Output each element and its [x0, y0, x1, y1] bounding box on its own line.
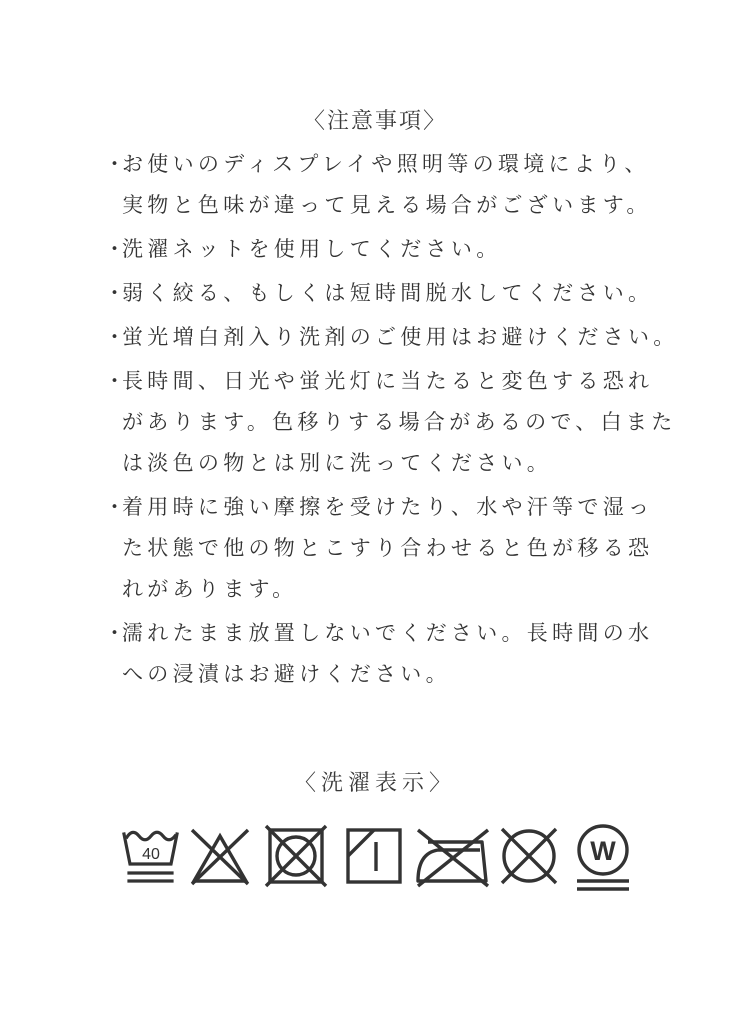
wash-40-gentle-icon — [120, 824, 182, 888]
caution-line: 着用時に強い摩擦を受けたり、水や汗等で湿っ — [122, 495, 654, 519]
caution-item — [104, 613, 664, 695]
bullet: ・ — [104, 369, 125, 393]
caution-item — [104, 144, 664, 226]
caution-list — [104, 144, 679, 695]
caution-item — [104, 317, 679, 358]
bullet: ・ — [104, 152, 125, 176]
caution-line: への浸漬はお避けください。 — [122, 662, 451, 686]
caution-item — [104, 273, 664, 314]
caution-line: は淡色の物とは別に洗ってください。 — [122, 451, 553, 475]
no-dry-clean-icon — [496, 824, 562, 888]
caution-item — [104, 229, 664, 270]
wet-clean-very-gentle-icon — [572, 824, 634, 894]
caution-line: があります。色移りする場合があるので、白また — [122, 410, 677, 434]
no-iron-icon — [414, 824, 492, 888]
caution-line: た状態で他の物とこすり合わせると色が移る恐 — [122, 536, 654, 560]
caution-item — [104, 487, 664, 610]
caution-line: 長時間、日光や蛍光灯に当たると変色する恐れ — [122, 369, 654, 393]
no-tumble-dry-icon — [264, 824, 328, 888]
caution-line: れがあります。 — [122, 577, 298, 601]
caution-line: 洗濯ネットを使用してください。 — [122, 237, 502, 261]
laundry-title: 〈洗濯表示〉 — [293, 771, 456, 796]
wash-temp-label: 40 — [142, 846, 160, 863]
wet-clean-letter: W — [590, 836, 616, 866]
caution-line: 濡れたまま放置しないでください。長時間の水 — [122, 621, 654, 645]
bullet: ・ — [104, 495, 125, 519]
bullet: ・ — [104, 325, 125, 349]
caution-line: 実物と色味が違って見える場合がございます。 — [122, 193, 652, 217]
laundry-symbols — [120, 824, 640, 898]
bullet: ・ — [104, 281, 125, 305]
caution-line: 弱く絞る、もしくは短時間脱水してください。 — [122, 281, 654, 305]
caution-title: 〈注意事項〉 — [302, 109, 447, 134]
line-dry-shade-icon — [344, 824, 404, 888]
caution-line: 蛍光増白剤入り洗剤のご使用はお避けください。 — [122, 325, 679, 349]
no-bleach-icon — [186, 824, 254, 888]
bullet: ・ — [104, 237, 125, 261]
caution-item — [104, 361, 677, 484]
bullet: ・ — [104, 621, 125, 645]
caution-line: お使いのディスプレイや照明等の環境により、 — [122, 152, 650, 176]
